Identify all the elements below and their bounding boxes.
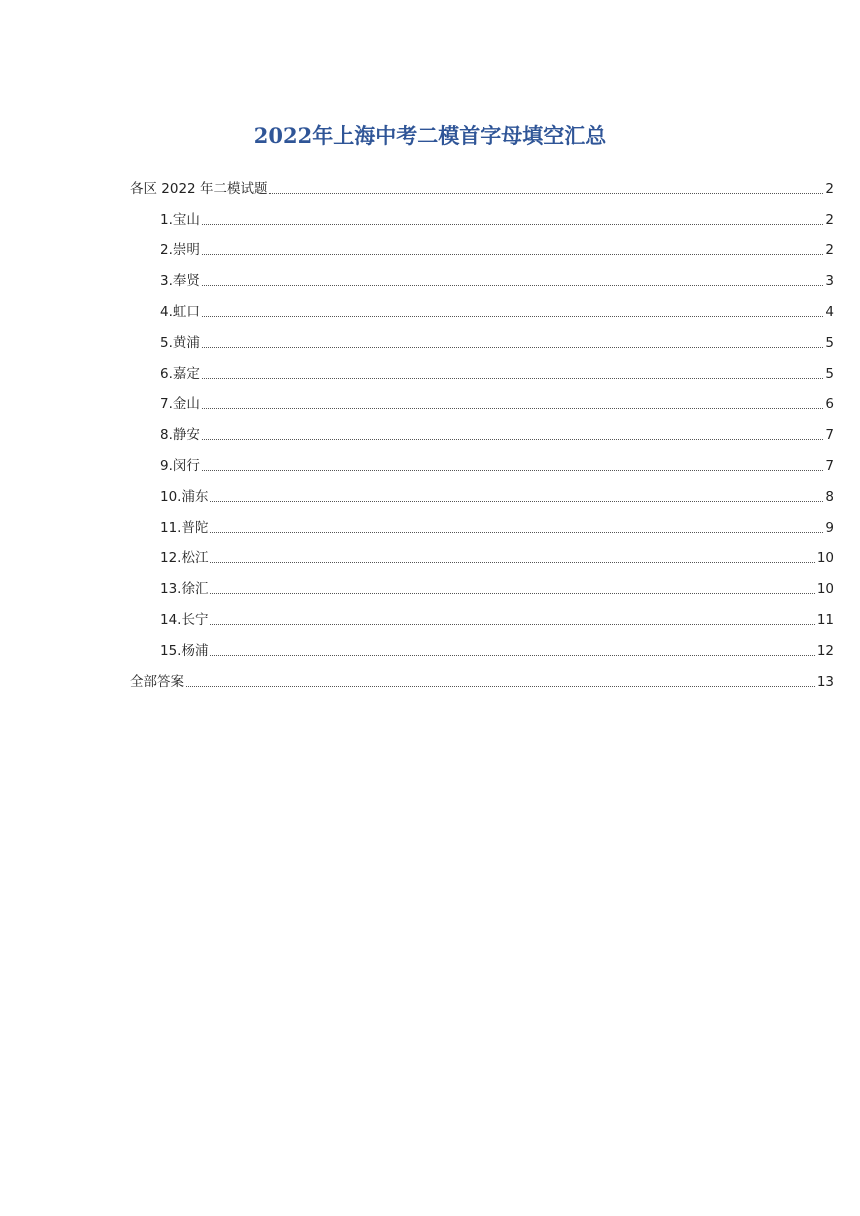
toc-dot-leader [210, 532, 823, 533]
table-of-contents [130, 167, 834, 691]
toc-entry-page: 4 [825, 303, 834, 320]
toc-entry-page: 6 [825, 396, 834, 413]
toc-entry-label: 全部答案 [130, 673, 184, 690]
toc-entry-label: 15.杨浦 [160, 642, 209, 659]
toc-dot-leader [186, 686, 815, 687]
toc-entry-page: 11 [816, 611, 834, 628]
toc-entry-label: 各区 2022 年二模试题 [130, 180, 268, 197]
toc-entry-label: 11.普陀 [160, 519, 209, 536]
toc-entry-page: 3 [825, 273, 834, 290]
toc-entry-huangpu[interactable] [130, 321, 834, 352]
toc-entry-jinshan[interactable] [130, 383, 834, 414]
toc-dot-leader [202, 254, 824, 255]
toc-entry-label: 14.长宁 [160, 611, 209, 628]
toc-entry-label: 5.黄浦 [160, 334, 200, 351]
toc-dot-leader [202, 347, 824, 348]
toc-dot-leader [202, 470, 824, 471]
toc-entry-page: 8 [825, 488, 834, 505]
toc-entry-page: 5 [825, 334, 834, 351]
toc-dot-leader [202, 378, 824, 379]
toc-entry-label: 12.松江 [160, 550, 209, 567]
toc-entry-xuhui[interactable] [130, 567, 834, 598]
toc-entry-baoshan[interactable] [130, 198, 834, 229]
toc-entry-page: 9 [825, 519, 834, 536]
toc-entry-page: 10 [816, 550, 834, 567]
toc-entry-label: 13.徐汇 [160, 581, 209, 598]
toc-entry-label: 1.宝山 [160, 211, 200, 228]
toc-entry-hongkou[interactable] [130, 290, 834, 321]
toc-entry-label: 3.奉贤 [160, 273, 200, 290]
toc-entry-page: 10 [816, 581, 834, 598]
toc-entry-page: 13 [816, 673, 834, 690]
toc-dot-leader [202, 439, 824, 440]
toc-entry-page: 7 [825, 427, 834, 444]
toc-dot-leader [202, 316, 824, 317]
toc-entry-pudong[interactable] [130, 475, 834, 506]
toc-entry-page: 2 [825, 242, 834, 259]
toc-entry-minhang[interactable] [130, 444, 834, 475]
toc-entry-putuo[interactable] [130, 506, 834, 537]
toc-dot-leader [202, 285, 824, 286]
page-title: 2022年上海中考二模首字母填空汇总 [253, 123, 607, 148]
toc-entry-label: 6.嘉定 [160, 365, 200, 382]
toc-entry-label: 9.闵行 [160, 457, 200, 474]
toc-entry-page: 5 [825, 365, 834, 382]
toc-entry-songjiang[interactable] [130, 537, 834, 568]
toc-dot-leader [210, 624, 814, 625]
toc-entry-label: 4.虹口 [160, 303, 200, 320]
toc-dot-leader [202, 408, 824, 409]
toc-dot-leader [210, 593, 814, 594]
toc-dot-leader [210, 501, 823, 502]
toc-entry-label: 2.崇明 [160, 242, 200, 259]
toc-entry-fengxian[interactable] [130, 259, 834, 290]
toc-entry-all-answers[interactable] [130, 660, 834, 691]
toc-entry-yangpu[interactable] [130, 629, 834, 660]
toc-entry-page: 7 [825, 457, 834, 474]
toc-dot-leader [202, 224, 824, 225]
toc-entry-all-districts[interactable] [130, 167, 834, 198]
toc-entry-page: 2 [825, 180, 834, 197]
toc-dot-leader [210, 655, 814, 656]
toc-entry-label: 8.静安 [160, 427, 200, 444]
toc-dot-leader [269, 193, 823, 194]
toc-entry-page: 12 [816, 642, 834, 659]
toc-entry-label: 7.金山 [160, 396, 200, 413]
toc-entry-changning[interactable] [130, 598, 834, 629]
toc-entry-jingan[interactable] [130, 413, 834, 444]
toc-entry-chongming[interactable] [130, 229, 834, 260]
toc-entry-page: 2 [825, 211, 834, 228]
toc-entry-label: 10.浦东 [160, 488, 209, 505]
toc-dot-leader [210, 562, 814, 563]
toc-entry-jiading[interactable] [130, 352, 834, 383]
